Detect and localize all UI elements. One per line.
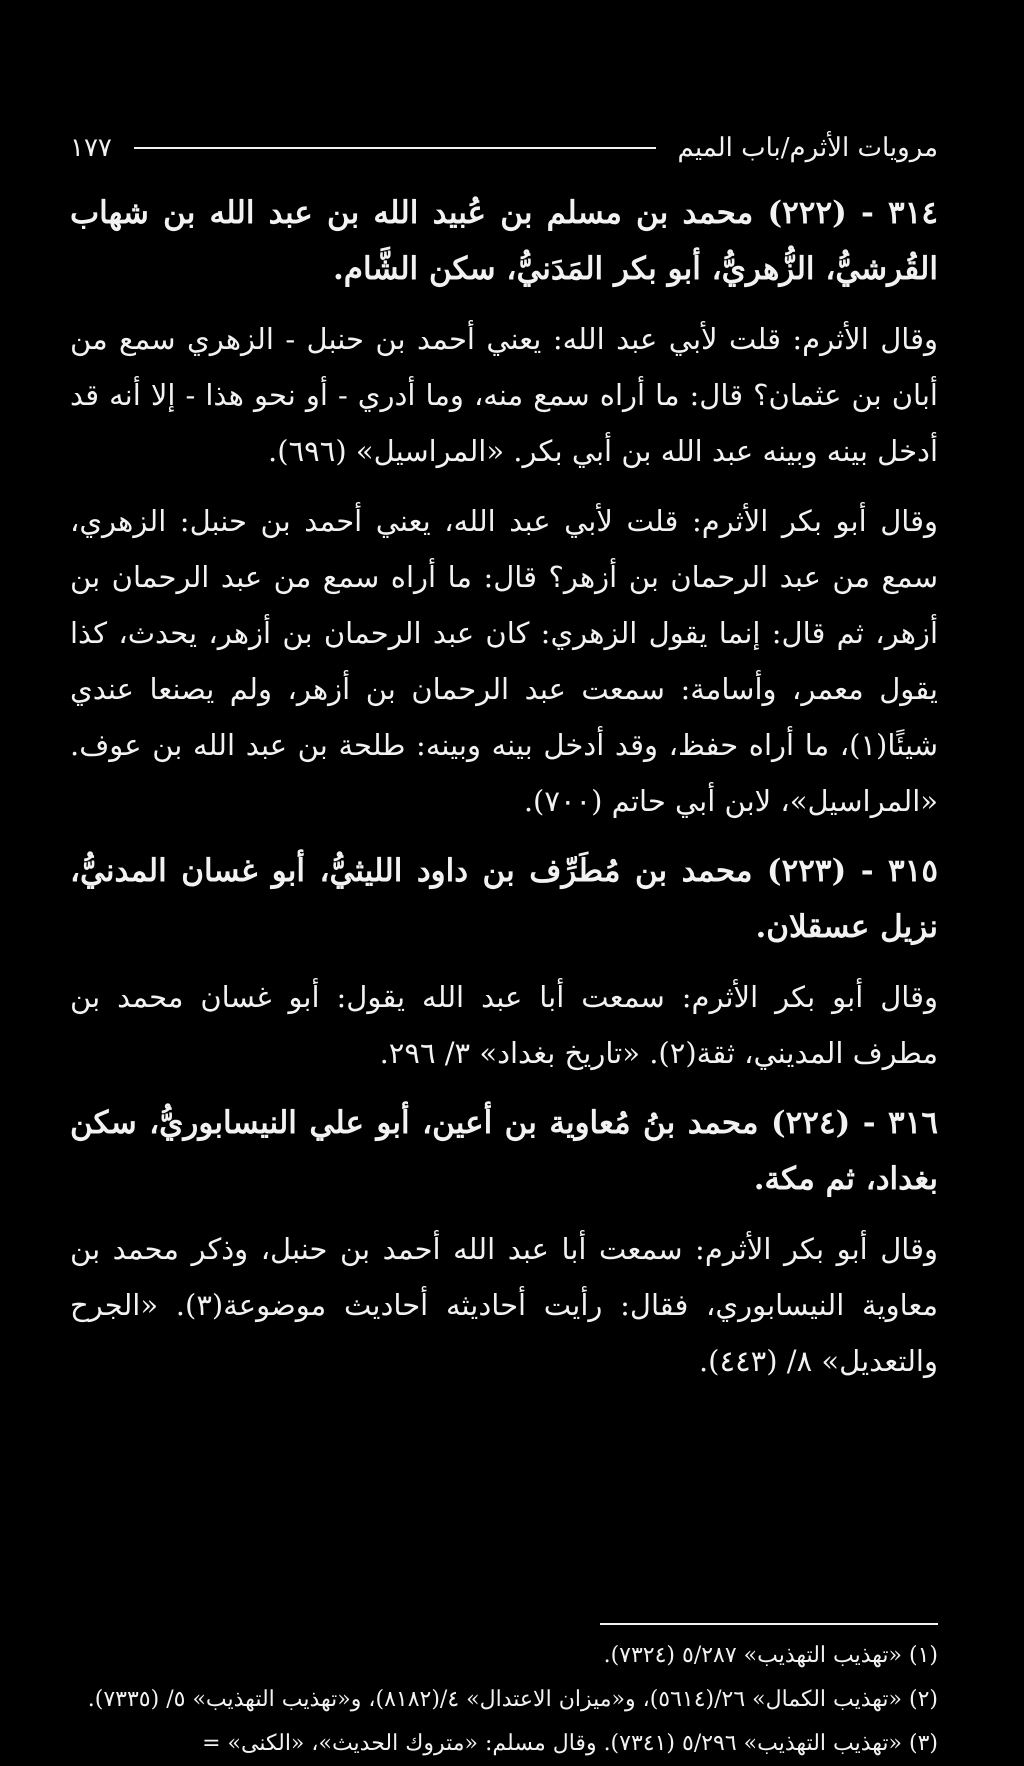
entry-314: ٣١٤ - (٢٢٢) محمد بن مسلم بن عُبيد الله بن عبد الله بن شهاب القُرشيُّ، الزُّهريُّ، أبو بكر المَدَنيُّ، سكن الشَّام. [70,195,938,287]
running-title: مرويات الأثرم/باب الميم [677,133,938,163]
entry-316: ٣١٦ - (٢٢٤) محمد بنُ مُعاوية بن أعين، أبو علي النيسابوريُّ، سكن بغداد، ثم مكة. [70,1105,938,1197]
note-314b: وقال أبو بكر الأثرم: قلت لأبي عبد الله، يعني أحمد بن حنبل: الزهري، سمع من عبد الرحمان بن أزهر؟ قال: ما أراه سمع من عبد الرحمان بن أزهر، ثم قال: إنما يقول الزهري: كان عبد الرحمان بن أزهر، يحدث، كذا يقول معمر، وأسامة: سمعت عبد الرحمان بن أزهر، ولم يصنعا عندي شيئًا(١)، ما أراه حفظ، وقد أدخل بينه وبينه: طلحة بن عبد الله بن عوف. «المراسيل»، لابن أبي حاتم (٧٠٠). [70,504,938,818]
page-body [70,185,938,1403]
footnote-2: (٢) «تهذيب الكمال» ٢٦/(٥٦١٤)، و«ميزان الاعتدال» ٤/(٨١٨٢)، و«تهذيب التهذيب» ٥/ (٧٣٣٥). [87,1687,938,1712]
page-number: ١٧٧ [70,133,112,163]
footnote-3: (٣) «تهذيب التهذيب» ٥/٢٩٦ (٧٣٤١). وقال مسلم: «متروك الحديث»، «الكنى» = [202,1731,938,1756]
note-315: وقال أبو بكر الأثرم: سمعت أبا عبد الله يقول: أبو غسان محمد بن مطرف المديني، ثقة(٢). «تاريخ بغداد» ٣/ ٢٩٦. [70,980,938,1070]
footnotes [70,1634,938,1766]
note-314a: وقال الأثرم: قلت لأبي عبد الله: يعني أحمد بن حنبل - الزهري سمع من أبان بن عثمان؟ قال: ما أراه سمع منه، وما أدري - أو نحو هذا - إلا أنه قد أدخل بينه وبينه عبد الله بن أبي بكر. «المراسيل» (٦٩٦). [70,322,938,468]
footnote-rule [600,1623,938,1625]
header-rule [134,147,656,149]
entry-315: ٣١٥ - (٢٢٣) محمد بن مُطَرِّف بن داود الليثيُّ، أبو غسان المدنيُّ، نزيل عسقلان. [70,853,938,945]
footnote-1: (١) «تهذيب التهذيب» ٥/٢٨٧ (٧٣٢٤). [603,1643,938,1668]
note-316: وقال أبو بكر الأثرم: سمعت أبا عبد الله أحمد بن حنبل، وذكر محمد بن معاوية النيسابوري، فقال: رأيت أحاديثه أحاديث موضوعة(٣). «الجرح والتعديل» ٨/ (٤٤٣). [70,1232,938,1378]
page-header [70,128,938,168]
